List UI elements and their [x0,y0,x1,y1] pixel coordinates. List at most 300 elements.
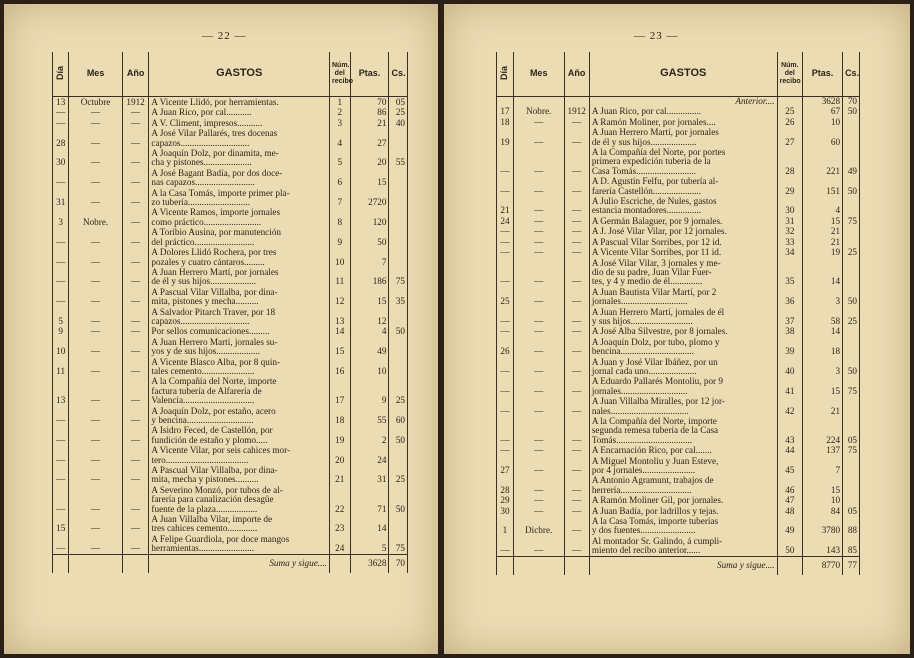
carried-forward-row [497,97,860,107]
cents-cell [389,168,408,188]
page-number: — 23 — [634,30,679,42]
day-cell: — [497,147,514,176]
month-cell: — [513,147,564,176]
month-cell: — [513,196,564,216]
cents-cell [843,117,860,127]
cents-cell: 49 [843,147,860,176]
month-cell: — [69,406,122,426]
pesetas-cell: 31 [350,465,389,485]
year-cell: — [122,128,149,148]
cents-cell: 25 [843,247,860,257]
pesetas-cell: 15 [350,168,389,188]
year-cell: — [122,247,149,267]
empty-cell [329,554,350,573]
cents-cell [843,456,860,476]
header-cents: Cs. [843,52,860,97]
year-cell: — [564,396,589,416]
ledger-table [52,52,408,573]
pesetas-cell: 221 [802,147,842,176]
day-cell: — [497,247,514,257]
table-row [53,118,408,128]
receipt-number: 13 [329,307,350,327]
pesetas-cell: 86 [350,107,389,117]
month-cell: — [69,357,122,377]
cents-cell: 60 [389,406,408,426]
year-cell: — [122,148,149,168]
expense-description: A Juan Herrero Martí, por jornales de él y sus hijos.................... [149,267,330,287]
cents-cell: 25 [389,465,408,485]
expense-description: A la Compañía del Norte, por portes primera expedición tubería de la Casa Tomás.......................... [589,147,777,176]
receipt-number: 4 [329,128,350,148]
pesetas-cell: 10 [802,117,842,127]
pesetas-cell: 58 [802,307,842,327]
expense-description: A la Casa Tomás, importe tuberías y dos fuentes........................ [589,516,777,536]
header-month: Mes [69,52,122,97]
pesetas-cell: 5 [350,534,389,554]
day-cell: 21 [497,196,514,216]
year-cell: — [122,267,149,287]
header-pesetas: Ptas. [350,52,389,97]
year-cell: — [122,227,149,247]
table-row [53,168,408,188]
pesetas-cell: 14 [802,258,842,287]
expense-description: A Dolores Llidó Rochera, por tres pozales y cuatro cántaros......... [149,247,330,267]
expense-description: A José Alba Silvestre, por 8 jornales. [589,326,777,336]
header-day: Día [53,52,69,97]
expense-description: A D. Agustín Felfu, por tubería al- farería Castellón..................... [589,176,777,196]
day-cell: — [497,445,514,455]
receipt-number: 45 [777,456,802,476]
cents-cell: 75 [389,534,408,554]
cents-cell [843,258,860,287]
day-cell: — [497,326,514,336]
month-cell: — [513,127,564,147]
month-cell: — [69,534,122,554]
pesetas-cell: 21 [350,118,389,128]
receipt-number: 18 [329,406,350,426]
carried-forward-cents: 70 [843,97,860,107]
day-cell: — [497,258,514,287]
empty-cell [564,97,589,107]
year-cell: — [564,475,589,495]
receipt-number: 29 [777,176,802,196]
table-row [497,147,860,176]
year-cell: — [564,117,589,127]
table-row [497,258,860,287]
day-cell: 30 [497,506,514,516]
cents-cell [389,445,408,465]
empty-cell [69,554,122,573]
pesetas-cell: 21 [802,226,842,236]
day-cell: 17 [497,106,514,116]
day-cell: — [53,247,69,267]
month-cell: — [513,495,564,505]
day-cell: 3 [53,207,69,227]
day-cell: — [497,396,514,416]
cents-cell [843,196,860,216]
cents-cell: 50 [389,425,408,445]
expense-description: A José Vilar Vilar, 3 jornales y me- dio de su padre, Juan Vilar Fuer- tes, y 4 y medio de él.............. [589,258,777,287]
cents-cell: 25 [389,376,408,405]
receipt-number: 7 [329,188,350,208]
pesetas-cell: 2 [350,425,389,445]
receipt-number: 24 [329,534,350,554]
table-row [497,456,860,476]
year-cell: 1912 [122,97,149,108]
month-cell: — [69,376,122,405]
total-cents: 77 [843,556,860,575]
year-cell: — [122,307,149,327]
receipt-number: 38 [777,326,802,336]
receipt-number: 14 [329,326,350,336]
pesetas-cell: 14 [802,326,842,336]
table-row [53,188,408,208]
pesetas-cell: 151 [802,176,842,196]
pesetas-cell: 186 [350,267,389,287]
month-cell: Nobre. [513,106,564,116]
day-cell: — [497,416,514,445]
table-row [53,485,408,514]
table-row [497,495,860,505]
pesetas-cell: 10 [350,357,389,377]
cents-cell [389,128,408,148]
expense-description: A Juan Herrero Martí, por jornales de él y sus hijos.................... [589,127,777,147]
empty-cell [497,97,514,107]
pesetas-cell: 9 [350,376,389,405]
total-label: Suma y sigue.... [149,554,330,573]
day-cell: — [53,445,69,465]
month-cell: — [513,536,564,556]
cents-cell: 50 [843,106,860,116]
day-cell: 26 [497,337,514,357]
cents-cell: 88 [843,516,860,536]
empty-cell [777,556,802,575]
day-cell: — [53,287,69,307]
pesetas-cell: 21 [802,396,842,416]
pesetas-cell: 224 [802,416,842,445]
expense-description: A José Bagant Badía, por dos doce- nas capazos.......................... [149,168,330,188]
table-row [497,176,860,196]
year-cell: 1912 [564,106,589,116]
header-receipt: Núm. del recibo [777,52,802,97]
expense-description: A Pascual Vilar Villalba, por dina- mita, pistones y mecha.......... [149,287,330,307]
day-cell: — [53,267,69,287]
month-cell: — [69,445,122,465]
month-cell: — [513,416,564,445]
receipt-number: 26 [777,117,802,127]
receipt-number: 15 [329,337,350,357]
total-pesetas: 3628 [350,554,389,573]
header-expenses: GASTOS [149,52,330,97]
cents-cell: 75 [389,267,408,287]
year-cell: — [122,357,149,377]
month-cell: — [513,456,564,476]
receipt-number: 2 [329,107,350,117]
header-row [53,52,408,97]
month-cell: — [513,475,564,495]
day-cell: — [53,118,69,128]
day-cell: 1 [497,516,514,536]
header-year: Año [122,52,149,97]
day-cell: 18 [497,117,514,127]
pesetas-cell: 49 [350,337,389,357]
year-cell: — [122,534,149,554]
receipt-number: 10 [329,247,350,267]
receipt-number: 36 [777,287,802,307]
year-cell: — [564,416,589,445]
pesetas-cell: 14 [350,514,389,534]
month-cell: — [513,445,564,455]
table-row [53,247,408,267]
receipt-number: 40 [777,357,802,377]
expense-description: A José Vilar Pallarés, tres docenas capazos.............................. [149,128,330,148]
expense-description: Por sellos comunicaciones......... [149,326,330,336]
table-row [53,267,408,287]
expense-description: A Juan Badía, por ladrillos y tejas. [589,506,777,516]
header-pesetas: Ptas. [802,52,842,97]
expense-description: A Joaquín Dolz, por estaño, acero y bencina............................. [149,406,330,426]
pesetas-cell: 3 [802,287,842,307]
month-cell: — [69,326,122,336]
table-row [53,148,408,168]
month-cell: — [513,117,564,127]
empty-cell [122,554,149,573]
cents-cell: 05 [843,506,860,516]
table-row [53,326,408,336]
total-row [53,554,408,573]
receipt-number: 21 [329,465,350,485]
pesetas-cell: 15 [802,376,842,396]
pesetas-cell: 20 [350,148,389,168]
month-cell: — [69,227,122,247]
expense-description: A Juan Herrero Martí, jornales de él y sus hijos........................... [589,307,777,327]
cents-cell: 40 [389,118,408,128]
year-cell: — [122,465,149,485]
pesetas-cell: 67 [802,106,842,116]
pesetas-cell: 18 [802,337,842,357]
day-cell: 29 [497,495,514,505]
pesetas-cell: 4 [350,326,389,336]
table-row [53,465,408,485]
month-cell: — [69,107,122,117]
day-cell: 24 [497,216,514,226]
table-row [497,226,860,236]
day-cell: 13 [53,376,69,405]
receipt-number: 42 [777,396,802,416]
table-row [497,445,860,455]
month-cell: — [513,337,564,357]
day-cell: 11 [53,357,69,377]
expense-description: A Eduardo Pallarés Montolíu, por 9 jornales............................. [589,376,777,396]
year-cell: — [564,376,589,396]
month-cell: Nobre. [69,207,122,227]
expense-description: A la Compañía del Norte, importe factura tubería de Alfarería de Valencia............................... [149,376,330,405]
receipt-number: 12 [329,287,350,307]
carried-forward-label: Anterior.... [589,97,777,107]
cents-cell [389,207,408,227]
expense-description: A Isidro Feced, de Castellón, por fundición de estaño y plomo..... [149,425,330,445]
receipt-number: 34 [777,247,802,257]
year-cell: — [564,307,589,327]
cents-cell: 25 [389,107,408,117]
day-cell: — [497,307,514,327]
month-cell: — [513,176,564,196]
pesetas-cell: 70 [350,97,389,108]
expense-description: A Miguel Montoliu y Juan Esteve, por 4 jornales....................... [589,456,777,476]
day-cell: — [53,107,69,117]
month-cell: — [69,118,122,128]
day-cell: 15 [53,514,69,534]
month-cell: — [69,148,122,168]
cents-cell [843,475,860,495]
month-cell: — [69,168,122,188]
expense-description: A Germán Balaguer, por 9 jornales. [589,216,777,226]
expense-description: A Joaquín Dolz, por tubo, plomo y bencina................................ [589,337,777,357]
expense-description: A Salvador Pitarch Traver, por 18 capazos.............................. [149,307,330,327]
month-cell: Dicbre. [513,516,564,536]
cents-cell [389,247,408,267]
receipt-number: 20 [329,445,350,465]
table-row [53,425,408,445]
receipt-number: 30 [777,196,802,216]
year-cell: — [564,506,589,516]
table-row [497,357,860,377]
day-cell: — [497,376,514,396]
day-cell: — [53,425,69,445]
month-cell: — [513,307,564,327]
expense-description: A Ramón Moliner, por jornales.... [589,117,777,127]
day-cell: 30 [53,148,69,168]
month-cell: — [513,237,564,247]
left-page [4,4,438,654]
table-row [53,287,408,307]
ledger-table [496,52,860,575]
table-row [53,97,408,108]
year-cell: — [564,226,589,236]
year-cell: — [564,216,589,226]
expense-description: A Antonio Agramunt, trabajos de herrería............................... [589,475,777,495]
cents-cell [843,237,860,247]
day-cell: 31 [53,188,69,208]
pesetas-cell: 71 [350,485,389,514]
header-day: Día [497,52,514,97]
year-cell: — [564,445,589,455]
table-row [497,506,860,516]
cents-cell: 85 [843,536,860,556]
day-cell: — [53,168,69,188]
receipt-number: 23 [329,514,350,534]
expense-description: A Vicente Blasco Alba, por 8 quin- tales cemento....................... [149,357,330,377]
receipt-number: 47 [777,495,802,505]
header-row [497,52,860,97]
day-cell: 28 [53,128,69,148]
total-label: Suma y sigue.... [589,556,777,575]
year-cell: — [564,247,589,257]
day-cell: 19 [497,127,514,147]
pesetas-cell: 19 [802,247,842,257]
cents-cell [389,337,408,357]
month-cell: — [513,506,564,516]
table-row [497,117,860,127]
day-cell: 28 [497,475,514,495]
cents-cell [389,227,408,247]
header-receipt: Núm. del recibo [329,52,350,97]
receipt-number: 35 [777,258,802,287]
table-row [497,106,860,116]
year-cell: — [564,196,589,216]
header-expenses: GASTOS [589,52,777,97]
expense-description: A Vicente Llidó, por herramientas. [149,97,330,108]
table-row [53,445,408,465]
table-row [497,287,860,307]
month-cell: — [513,258,564,287]
empty-cell [513,556,564,575]
receipt-number: 22 [329,485,350,514]
table-row [497,516,860,536]
expense-description: A Severino Monzó, por tubos de al- farería para canalización desagüe fuente de la plaza.................. [149,485,330,514]
year-cell: — [122,337,149,357]
table-row [497,196,860,216]
header-cents: Cs. [389,52,408,97]
day-cell: — [53,485,69,514]
month-cell: — [69,128,122,148]
year-cell: — [122,406,149,426]
month-cell: — [513,357,564,377]
expense-description: A Juan Herrero Martí, jornales su- yos y de sus hijos................... [149,337,330,357]
expense-description: A Toribio Ausina, por manutención del práctico.......................... [149,227,330,247]
empty-cell [564,556,589,575]
expense-description: A V. Climent, impresos........... [149,118,330,128]
table-row [497,475,860,495]
day-cell: — [53,465,69,485]
expense-description: A Vicente Ramos, importe jornales como práctico......................... [149,207,330,227]
year-cell: — [564,287,589,307]
receipt-number: 33 [777,237,802,247]
expense-description: A Felipe Guardiola, por doce mangos herramientas........................ [149,534,330,554]
cents-cell [389,307,408,327]
total-pesetas: 8770 [802,556,842,575]
expense-description: A Vicente Vilar Sorribes, por 11 id. [589,247,777,257]
month-cell: — [69,465,122,485]
expense-description: A Juan Rico, por cal............... [589,106,777,116]
month-cell: — [513,226,564,236]
year-cell: — [122,376,149,405]
pesetas-cell: 55 [350,406,389,426]
day-cell: — [53,406,69,426]
receipt-number: 41 [777,376,802,396]
header-month: Mes [513,52,564,97]
empty-cell [497,556,514,575]
table-row [53,337,408,357]
year-cell: — [564,516,589,536]
year-cell: — [122,207,149,227]
table-row [497,416,860,445]
cents-cell [843,226,860,236]
expense-description: A Ramón Moliner Gil, por jornales. [589,495,777,505]
table-row [497,376,860,396]
cents-cell: 50 [843,357,860,377]
table-row [497,536,860,556]
receipt-number: 37 [777,307,802,327]
receipt-number: 50 [777,536,802,556]
table-row [53,307,408,327]
receipt-number: 6 [329,168,350,188]
year-cell: — [122,326,149,336]
receipt-number: 48 [777,506,802,516]
table-row [53,128,408,148]
receipt-number: 46 [777,475,802,495]
receipt-number: 25 [777,106,802,116]
